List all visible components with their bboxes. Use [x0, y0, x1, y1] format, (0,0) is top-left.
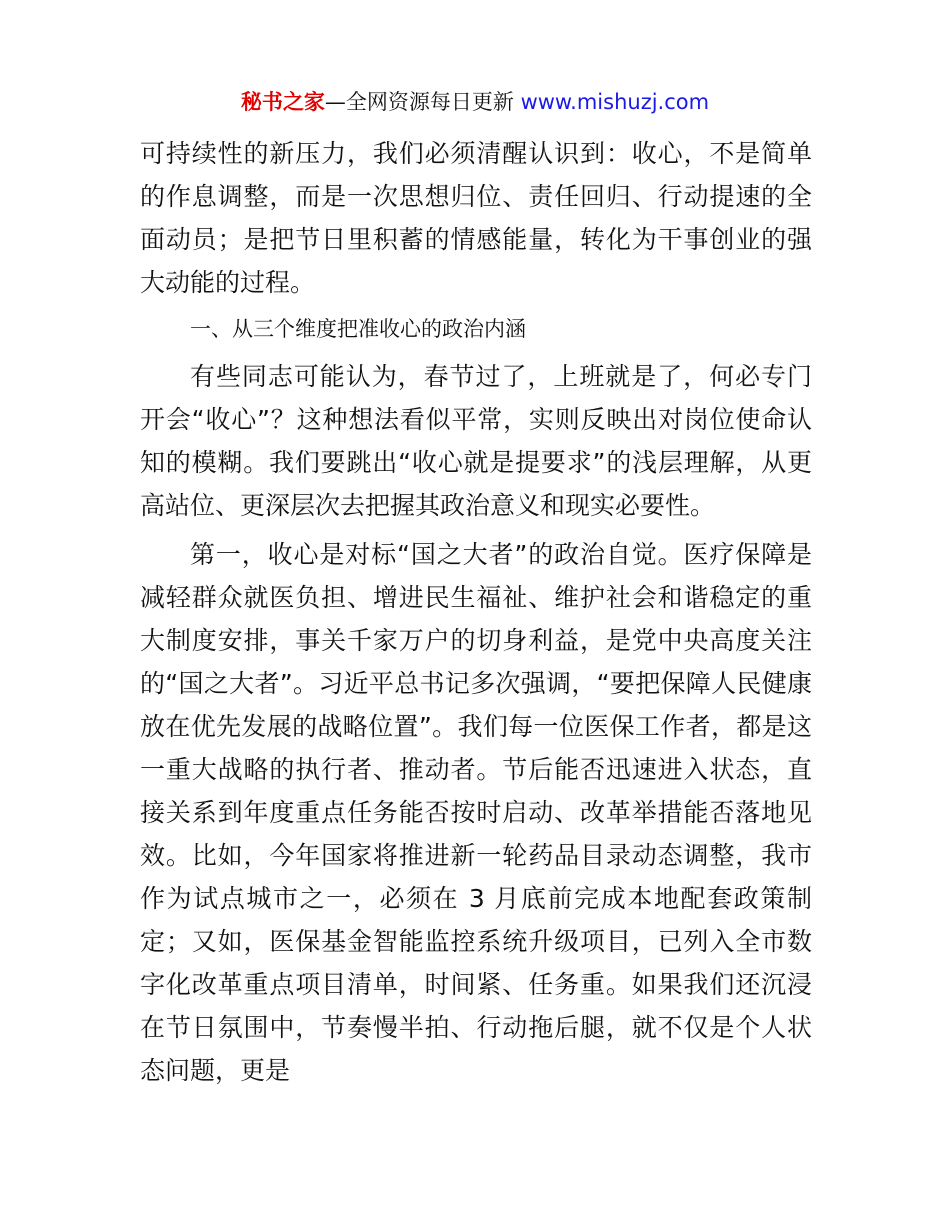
document-body — [140, 132, 812, 1092]
header-tagline: —全网资源每日更新 — [324, 90, 514, 114]
paragraph-1: 可持续性的新压力，我们必须清醒认识到：收心，不是简单的作息调整，而是一次思想归位、责任回归、行动提速的全面动员；是把节日里积蓄的情感能量，转化为干事创业的强大动能的过程。 — [140, 139, 812, 297]
paragraph-2: 有些同志可能认为，春节过了，上班就是了，何必专门开会“收心”？这种想法看似平常，实则反映出对岗位使命认知的模糊。我们要跳出“收心就是提要求”的浅层理解，从更高站位、更深层次去把握其政治意义和现实必要性。 — [140, 362, 812, 520]
header-url-link[interactable]: www.mishuzj.com — [520, 90, 710, 114]
page-header — [0, 86, 950, 118]
paragraph-3: 第一，收心是对标“国之大者”的政治自觉。医疗保障是减轻群众就医负担、增进民生福祉、维护社会和谐稳定的重大制度安排，事关千家万户的切身利益，是党中央高度关注的“国之大者”。习近平总书记多次强调，“要把保障人民健康放在优先发展的战略位置”。我们每一位医保工作者，都是这一重大战略的执行者、推动者。节后能否迅速进入状态，直接关系到年度重点任务能否按时启动、改革举措能否落地见效。比如，今年国家将推进新一轮药品目录动态调整，我市作为试点城市之一，必须在 3 月底前完成本地配套政策制定；又如，医保基金智能监控系统升级项目，已列入全市数字化改革重点项目清单，时间紧、任务重。如果我们还沉浸在节日氛围中，节奏慢半拍、行动拖后腿，就不仅是个人状态问题，更是 — [140, 540, 812, 1085]
section-heading-1: 一、从三个维度把准收心的政治内涵 — [190, 317, 526, 341]
header-brand: 秘书之家 — [240, 90, 325, 114]
